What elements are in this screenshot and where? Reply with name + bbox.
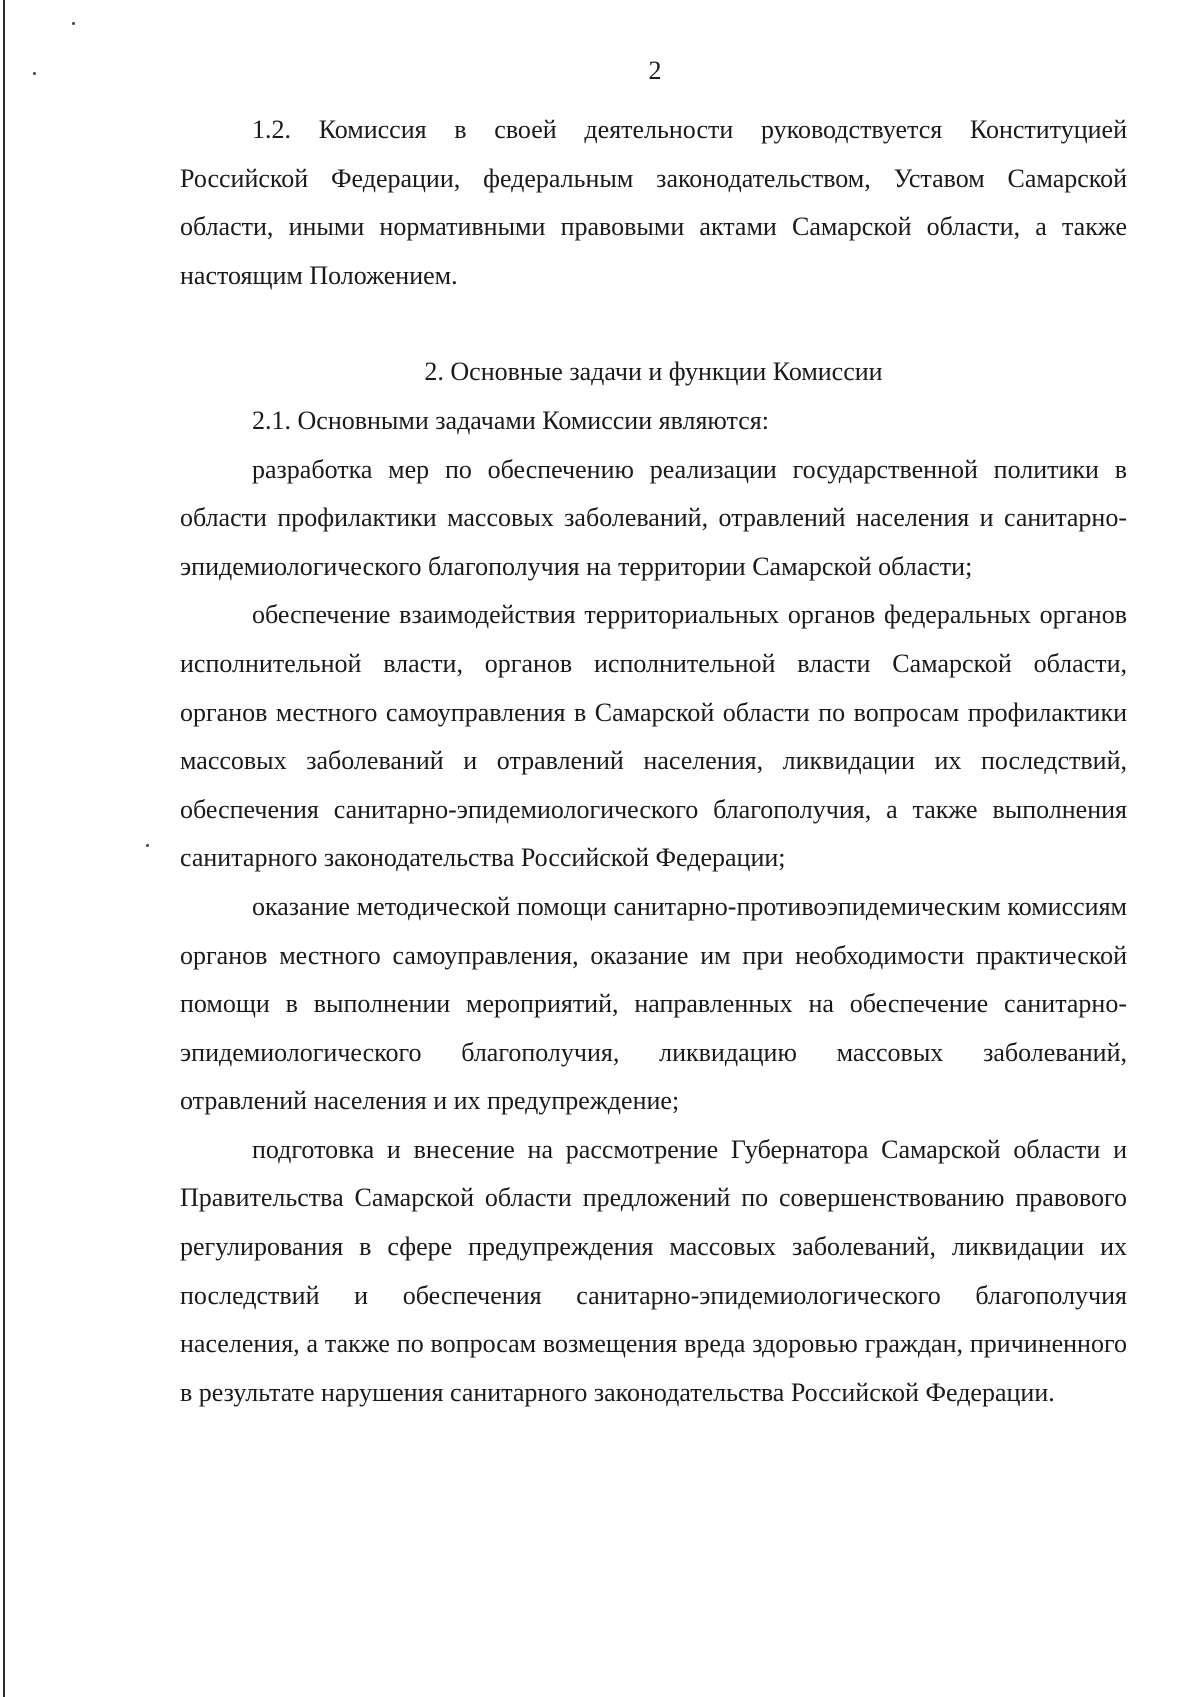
scan-speck — [146, 844, 149, 847]
paragraph-2-1: 2.1. Основными задачами Комиссии являются: — [252, 405, 769, 435]
document-body — [180, 106, 1127, 1417]
section-2-heading: 2. Основные задачи и функции Комиссии — [424, 357, 883, 387]
task-item-2: обеспечение взаимодействия территориальных органов федеральных органов исполнительной власти, органов исполнительной власти Самарской области, органов местного самоуправления в Самарской области по вопросам профилактики массовых заболеваний и отравлений населения, ликвидации их последствий, обеспечения санитарно-эпидемиологического благополучия, а также выполнения санитарного законодательства Российской Федерации; — [180, 600, 1127, 873]
task-item-3: оказание методической помощи санитарно-противоэпидемическим комиссиям органов местного самоуправления, оказание им при необходимости практической помощи в выполнении мероприятий, направленных на обеспечение санитарно-эпидемиологического благополучия, ликвидацию массовых заболеваний, отравлений населения и их предупреждение; — [180, 891, 1127, 1116]
task-item-4: подготовка и внесение на рассмотрение Губернатора Самарской области и Правительства Самарской области предложений по совершенствованию правового регулирования в сфере предупреждения массовых заболеваний, ликвидации их последствий и обеспечения санитарно-эпидемиологического благополучия населения, а также по вопросам возмещения вреда здоровью граждан, причиненного в результате нарушения санитарного законодательства Российской Федерации. — [180, 1134, 1127, 1407]
paragraph-1-2: 1.2. Комиссия в своей деятельности руководствуется Конституцией Российской Федерации, федеральным законодательством, Уставом Самарской области, иными нормативными правовыми актами Самарской области, а также настоящим Положением. — [180, 115, 1127, 290]
task-item-1: разработка мер по обеспечению реализации государственной политики в области профилактики массовых заболеваний, отравлений населения и санитарно-эпидемиологического благополучия на территории Самарской области; — [180, 454, 1127, 581]
section-gap — [180, 300, 1127, 348]
scan-speck — [72, 22, 75, 25]
scan-edge-line — [3, 0, 5, 1697]
page-number: 2 — [648, 56, 662, 85]
